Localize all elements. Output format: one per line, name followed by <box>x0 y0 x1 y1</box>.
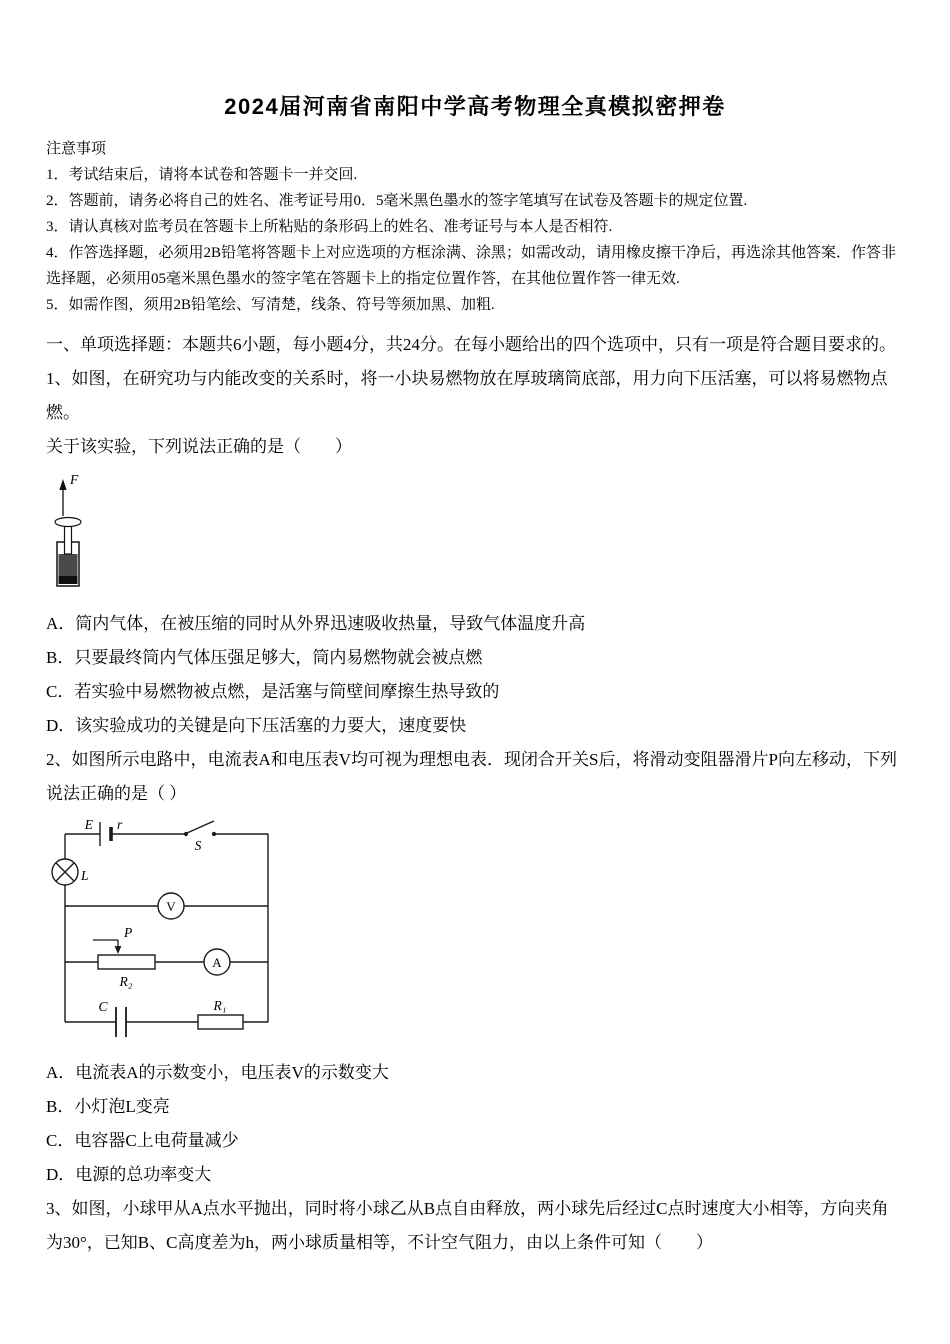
notes-heading: 注意事项 <box>46 141 107 157</box>
circuit-diagram <box>48 819 283 1041</box>
force-label: F <box>70 472 79 487</box>
lamp-symbol <box>52 859 78 885</box>
note-item-4: 4．作答选择题，必须用2B铅笔将答题卡上对应选项的方框涂满、涂黑；如需改动，请用橡皮擦干净后，再选涂其他答案．作答非选择题，必须用05毫米黑色墨水的签字笔在答题卡上的指定位置作答，在其他位置作答一律无效. <box>46 245 897 287</box>
slider-label: P <box>124 925 133 940</box>
voltmeter-symbol <box>158 893 184 919</box>
note-item-5: 5．如需作图，须用2B铅笔绘、写清楚，线条、符号等须加黑、加粗. <box>46 297 495 313</box>
question-2 <box>46 743 904 1192</box>
internal-resistance-label: r <box>117 819 123 832</box>
q2-option-d: D．电源的总功率变大 <box>46 1165 212 1184</box>
force-arrow-icon <box>59 479 66 516</box>
question-1 <box>46 362 904 743</box>
ammeter-label: A <box>212 955 222 970</box>
notes-section <box>46 136 904 318</box>
fire-syringe-diagram <box>48 470 106 590</box>
rheostat-symbol <box>93 940 155 969</box>
q2-option-a: A．电流表A的示数变小，电压表V的示数变大 <box>46 1063 389 1082</box>
fire-syringe-figure <box>48 470 904 595</box>
question-3 <box>46 1192 904 1260</box>
switch-symbol <box>184 821 216 836</box>
note-item-1: 1．考试结束后，请将本试卷和答题卡一并交回. <box>46 167 358 183</box>
battery-symbol <box>100 822 111 846</box>
section-one-heading: 一、单项选择题：本题共6小题，每小题4分，共24分。在每小题给出的四个选项中，只有一项是符合题目要求的。 <box>46 335 896 354</box>
q1-stem-line2: 关于该实验，下列说法正确的是（ ） <box>46 437 352 456</box>
lamp-label: L <box>81 868 89 883</box>
q3-stem: 3、如图，小球甲从A点水平抛出，同时将小球乙从B点自由释放，两小球先后经过C点时速度大小相等，方向夹角为30°，已知B、C高度差为h，两小球质量相等，不计空气阻力，由以上条件可知（ ） <box>46 1199 889 1252</box>
voltmeter-label: V <box>166 899 176 914</box>
ammeter-symbol <box>204 949 230 975</box>
slider-arrow-icon <box>93 940 121 954</box>
circuit-wires <box>65 834 268 1022</box>
flammable-material <box>59 576 78 584</box>
note-item-3: 3．请认真核对监考员在答题卡上所粘贴的条形码上的姓名、准考证号与本人是否相符. <box>46 219 613 235</box>
q1-option-c: C．若实验中易燃物被点燃，是活塞与筒壁间摩擦生热导致的 <box>46 682 500 701</box>
q2-stem: 2、如图所示电路中，电流表A和电压表V均可视为理想电表．现闭合开关S后，将滑动变阻器滑片P向左移动，下列说法正确的是（ ） <box>46 750 897 803</box>
resistor-symbol <box>198 1015 243 1029</box>
q2-option-b: B．小灯泡L变亮 <box>46 1097 170 1116</box>
switch-label: S <box>194 838 202 853</box>
q2-option-c: C．电容器C上电荷量减少 <box>46 1131 239 1150</box>
capacitor-symbol <box>116 1007 126 1037</box>
q1-option-b: B．只要最终筒内气体压强足够大，筒内易燃物就会被点燃 <box>46 648 483 667</box>
q1-option-a: A．筒内气体，在被压缩的同时从外界迅速吸收热量，导致气体温度升高 <box>46 614 586 633</box>
emf-label: E <box>84 819 93 832</box>
resistor-label: R₁ <box>213 998 227 1013</box>
paper-title: 2024届河南省南阳中学高考物理全真模拟密押卷 <box>224 94 726 119</box>
note-item-2: 2．答题前，请务必将自己的姓名、准考证号用0．5毫米黑色墨水的签字笔填写在试卷及答题卡的规定位置. <box>46 193 748 209</box>
q1-stem-line1: 1、如图，在研究功与内能改变的关系时，将一小块易燃物放在厚玻璃筒底部，用力向下压活塞，可以将易燃物点燃。 <box>46 369 888 422</box>
circuit-figure <box>48 819 904 1046</box>
rheostat-label: R₂ <box>119 974 133 989</box>
capacitor-label: C <box>98 999 108 1014</box>
q1-option-d: D．该实验成功的关键是向下压活塞的力要大，速度要快 <box>46 716 467 735</box>
